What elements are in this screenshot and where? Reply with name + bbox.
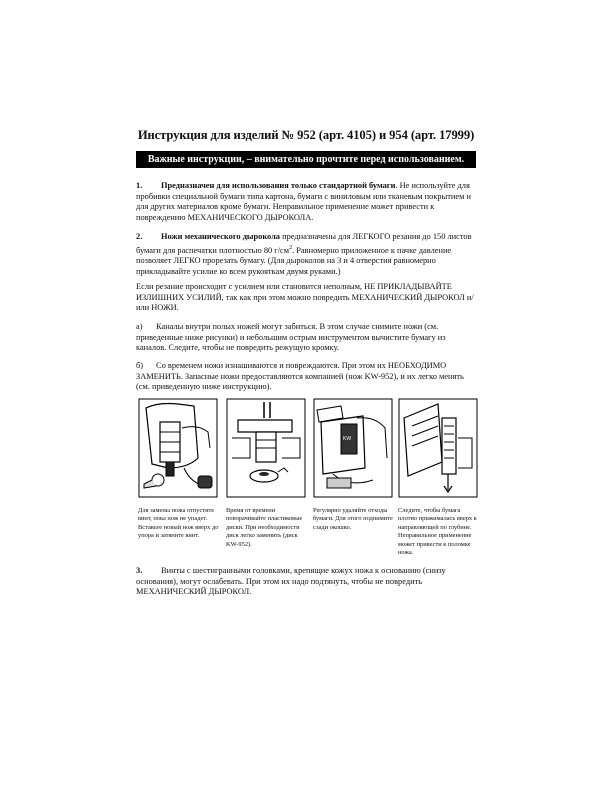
figure-caption: Следите, чтобы бумага плотно прижималась вверх к направляющей по глубине. Неправильное применение может привести к поломке ножа.: [398, 507, 477, 557]
section-heading: Предназначен для использования только стандартной бумаги: [161, 181, 396, 190]
section-2: [136, 232, 476, 277]
item-label: б): [136, 361, 144, 370]
section-heading: Ножи механического дырокола: [161, 232, 280, 241]
figure-caption: Регулярно удаляйте отходы бумаги. Для этого поднимите сзади окошко.: [313, 507, 393, 531]
section-text: предназначены для ЛЕГКОГО резания до 150 листов бумаги для распечатки плотностью 80 г/см: [136, 232, 472, 255]
section-1: [136, 181, 476, 223]
section-text: . Равномерно приложенное к пачке давление позволяет ЛЕГКО прорезать бумагу. (Для дыроколов на 3 и 4 отверстия равномерно прикладывайте усилие ко всем рукояткам двумя руками.): [136, 245, 452, 276]
section-text: Винты с шестигранными головками, крепящие кожух ножа к основанию (снизу основания), могут ослабевать. При этом их надо подтянуть, чтобы не повредить МЕХАНИЧЕСКИЙ ДЫРОКОЛ.: [136, 566, 446, 597]
page-title: Инструкция для изделий № 952 (арт. 4105) и 954 (арт. 17999): [137, 128, 475, 142]
section-text: . Не используйте для пробивки специальной бумаги типа картона, бумаги с виниловым или тканевым покрытием и для других материалов кроме бумаги. Неправильное применение может привести к повреждению МЕХАНИЧЕСКОГО ДЫРОКОЛА.: [136, 181, 471, 222]
section-number: 2.: [136, 232, 143, 241]
superscript: 2: [289, 244, 293, 251]
item-a: [136, 322, 476, 354]
waste-tray-illustration: [313, 398, 393, 498]
item-b: [136, 361, 476, 393]
paper-guide-illustration: [398, 398, 478, 498]
knife-replacement-illustration: [138, 398, 218, 498]
section-number: 1.: [136, 181, 143, 190]
warning-paragraph: Если резание происходит с усилием или становится неполным, НЕ ПРИКЛАДЫВАЙТЕ ИЗЛИШНИХ УСИЛИЙ, так как при этом можно повредить МЕХАНИЧЕСКИЙ ДЫРОКОЛ и/или НОЖИ.: [136, 282, 474, 313]
disc-rotation-illustration: [226, 398, 306, 498]
section-number: 3.: [136, 566, 143, 575]
figure-label: KW: [343, 436, 352, 442]
figure-caption: Время от времени поворачивайте пластиковые диски. При необходимости диск легко заменить (диск KW-952).: [226, 507, 303, 548]
item-text: Со временем ножи изнашиваются и повреждаются. При этом их НЕОБХОДИМО ЗАМЕНИТЬ. Запасные ножи предоставляются компанией (нож KW-952), и их легко менять (см. приведенную ниже инструкцию).: [136, 361, 464, 392]
item-text: Каналы внутри полых ножей могут забиться. В этом случае снимите ножи (см. приведенные ниже рисунки) и небольшим острым инструментом вычистите бумагу из каналов. Следите, чтобы не повредить режущую кромку.: [136, 322, 446, 353]
figure-caption: Для замены ножа отпустите винт, пока нож не упадет. Вставьте новый нож вверх до упора и затяните винт.: [138, 507, 219, 540]
section-3: [136, 566, 476, 598]
item-label: а): [136, 322, 143, 331]
important-banner: Важные инструкции, – внимательно прочтите перед использованием.: [136, 151, 476, 168]
